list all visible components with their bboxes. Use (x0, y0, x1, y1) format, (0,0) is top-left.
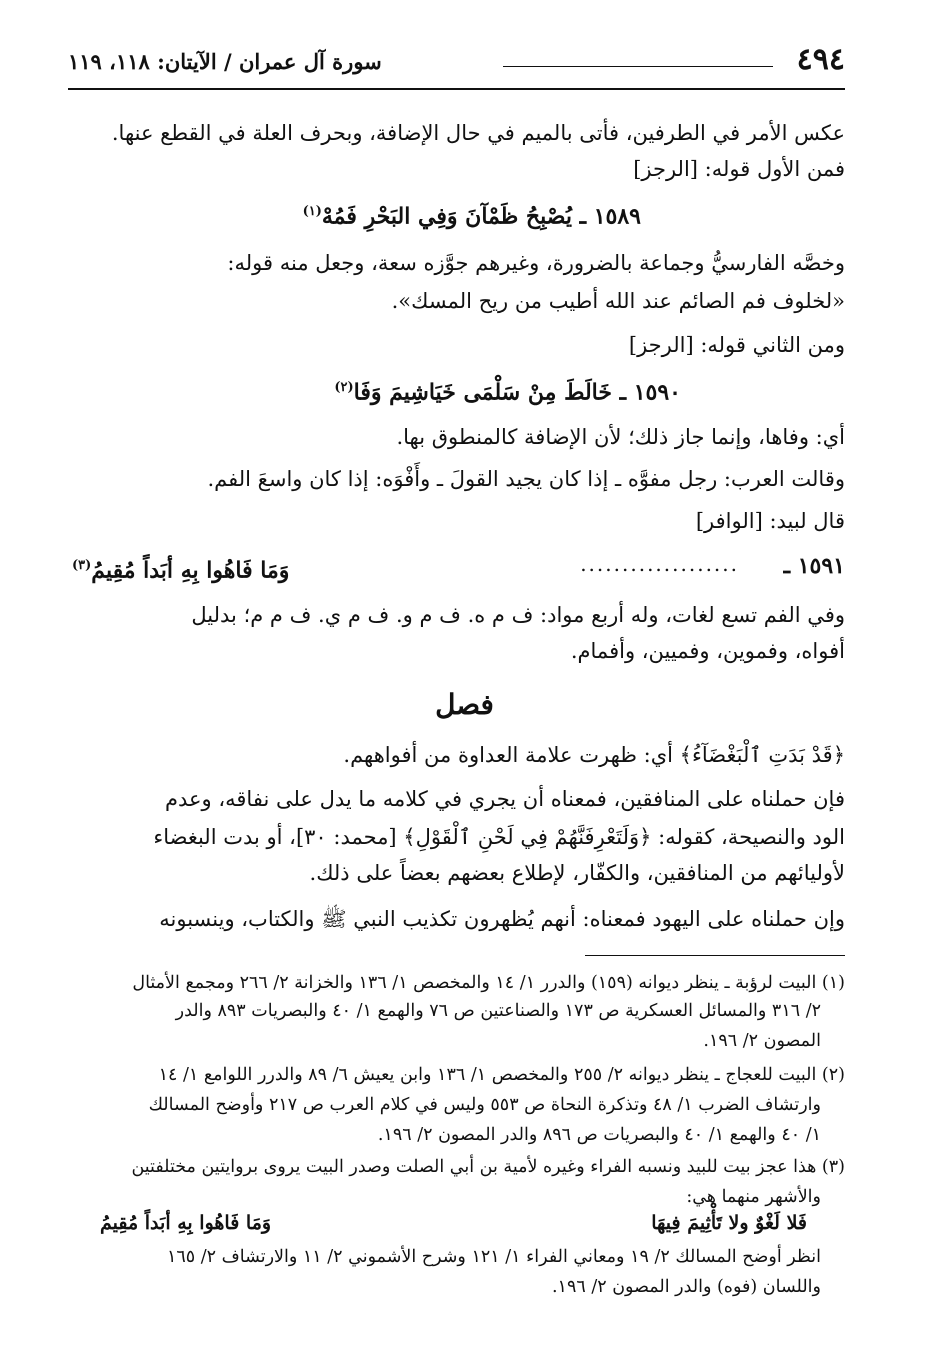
text-line: أي: وفاها، وإنما جاز ذلك؛ لأن الإضافة كالمنطوق بها. (396, 425, 845, 449)
footnote-line: ٢/ ٣١٦ والمسائل العسكرية ص ١٧٣ والصناعتين ص ٧٦ والهمع ١/ ٤٠ والبصريات ٨٩٣ والدر (175, 1001, 821, 1021)
text-line: الود والنصيحة، كقوله: ﴿وَلَتَعْرِفَنَّهُمْ فِي لَحْنِ ٱلْقَوْلِ﴾ [محمد: ٣٠]، أو بدت البغضاء (153, 825, 845, 849)
footnote-ref: (١) (302, 204, 322, 219)
footnote-line: المصون ٢/ ١٩٦. (703, 1031, 821, 1051)
text-line: «لخلوف فم الصائم عند الله أطيب من ريح المسك». (391, 289, 845, 313)
verse-text: ١٥٨٩ ـ يُصْبِحُ ظَمْآنَ وَفِي البَحْرِ فَمُهْ (321, 203, 641, 230)
running-head: سورة آل عمران / الآيتان: ١١٨، ١١٩ (68, 49, 382, 74)
footnote-ref: (٢) (334, 380, 354, 395)
header-rule (68, 88, 845, 90)
text-line: أفواه، وفموين، وفميين، وأفمام. (570, 639, 845, 663)
verse-text: وَمَا فَاهُوا بِهِ أبَداً مُقِيمُ (91, 557, 290, 584)
text-line: فمن الأول قوله: [الرجز] (633, 157, 845, 181)
text-line: ﴿قَدْ بَدَتِ ٱلْبَغْضَآءُ﴾ أي: ظهرت علامة العداوة من أفواههم. (343, 743, 845, 767)
verse-1591 (72, 550, 289, 586)
footnote-verse-first-hemistich: فَلا لَغْوٌ ولا تَأْثِيمَ فِيهَا (651, 1212, 807, 1234)
header-rule-short (503, 66, 773, 67)
footnote-line: ١/ ٤٠ والهمع ١/ ٤٠ والبصريات ص ٨٩٦ والدر المصون ٢/ ١٩٦. (377, 1125, 821, 1145)
section-title: فصل (435, 688, 494, 721)
footnote-line: (١) البيت لرؤبة ـ ينظر ديوانه (١٥٩) والدرر ١/ ١٤ والمخصص ١/ ١٣٦ والخزانة ٢/ ٢٦٦ ومجمع الأمثال (132, 973, 845, 993)
text-line: لأوليائهم من المنافقين، والكفّار، لإطلاع بعضهم بعضاً على ذلك. (309, 861, 845, 885)
verse-1589 (303, 196, 641, 232)
footnote-verse-second-hemistich: وَمَا فَاهُوا بِهِ أبَداً مُقِيمُ (100, 1212, 272, 1234)
footnote-line: انظر أوضح المسالك ٢/ ١٩ ومعاني الفراء ١/ ١٢١ وشرح الأشموني ٢/ ١١ والارتشاف ٢/ ١٦٥ (166, 1247, 821, 1267)
text-line: فإن حملناه على المنافقين، فمعناه أن يجري في كلامه ما يدل على نفاقه، وعدم (164, 787, 845, 811)
page-header (68, 40, 845, 90)
verse-text: ١٥٩٠ ـ خَالَطَ مِنْ سَلْمَى خَيَاشِيمَ وَفَا (353, 379, 681, 406)
verse-1591-dots: ................... (580, 552, 739, 576)
footnote-line: (٢) البيت للعجاج ـ ينظر ديوانه ٢/ ٢٥٥ والمخصص ١/ ١٣٦ وابن يعيش ٦/ ٨٩ والدرر اللوامع ١/ ١٤ (158, 1065, 845, 1085)
text-line: وخصَّه الفارسيُّ وجماعة بالضرورة، وغيرهم جوَّزه سعة، وجعل منه قوله: (227, 251, 845, 275)
footnote-line: وارتشاف الضرب ١/ ٤٨ وتذكرة النحاة ص ٥٥٣ وليس في كلام العرب ص ٢١٧ وأوضح المسالك (148, 1095, 821, 1115)
footnote-line: (٣) هذا عجز بيت للبيد ونسبه الفراء وغيره لأمية بن أبي الصلت وصدر البيت يروى بروايتين مختلفتين (131, 1157, 845, 1177)
text-line: وقالت العرب: رجل مفوَّه ـ إذا كان يجيد القولَ ـ وأَفْوَه: إذا كان واسعَ الفم. (207, 467, 845, 491)
footnote-line: واللسان (فوه) والدر المصون ٢/ ١٩٦. (551, 1277, 821, 1297)
text-line: قال لبيد: [الوافر] (695, 509, 845, 533)
text-line: ومن الثاني قوله: [الرجز] (628, 333, 845, 357)
footnote-ref: (٣) (72, 558, 92, 573)
footnote-line: والأشهر منهما هي: (686, 1187, 821, 1207)
page-number: ٤٩٤ (796, 42, 845, 77)
text-line: عكس الأمر في الطرفين، فأتى بالميم في حال الإضافة، وبحرف العلة في القطع عنها. (111, 121, 845, 145)
verse-1591-number: ١٥٩١ ـ (783, 553, 845, 579)
text-line: وإن حملناه على اليهود فمعناه: أنهم يُظهرون تكذيب النبي ﷺ والكتاب، وينسبونه (159, 907, 845, 931)
text-line: وفي الفم تسع لغات، وله أربع مواد: ف م ه. ف م و. ف م ي. ف م م؛ بدليل (191, 603, 845, 627)
footnote-rule (585, 955, 845, 956)
verse-1590 (334, 372, 681, 408)
